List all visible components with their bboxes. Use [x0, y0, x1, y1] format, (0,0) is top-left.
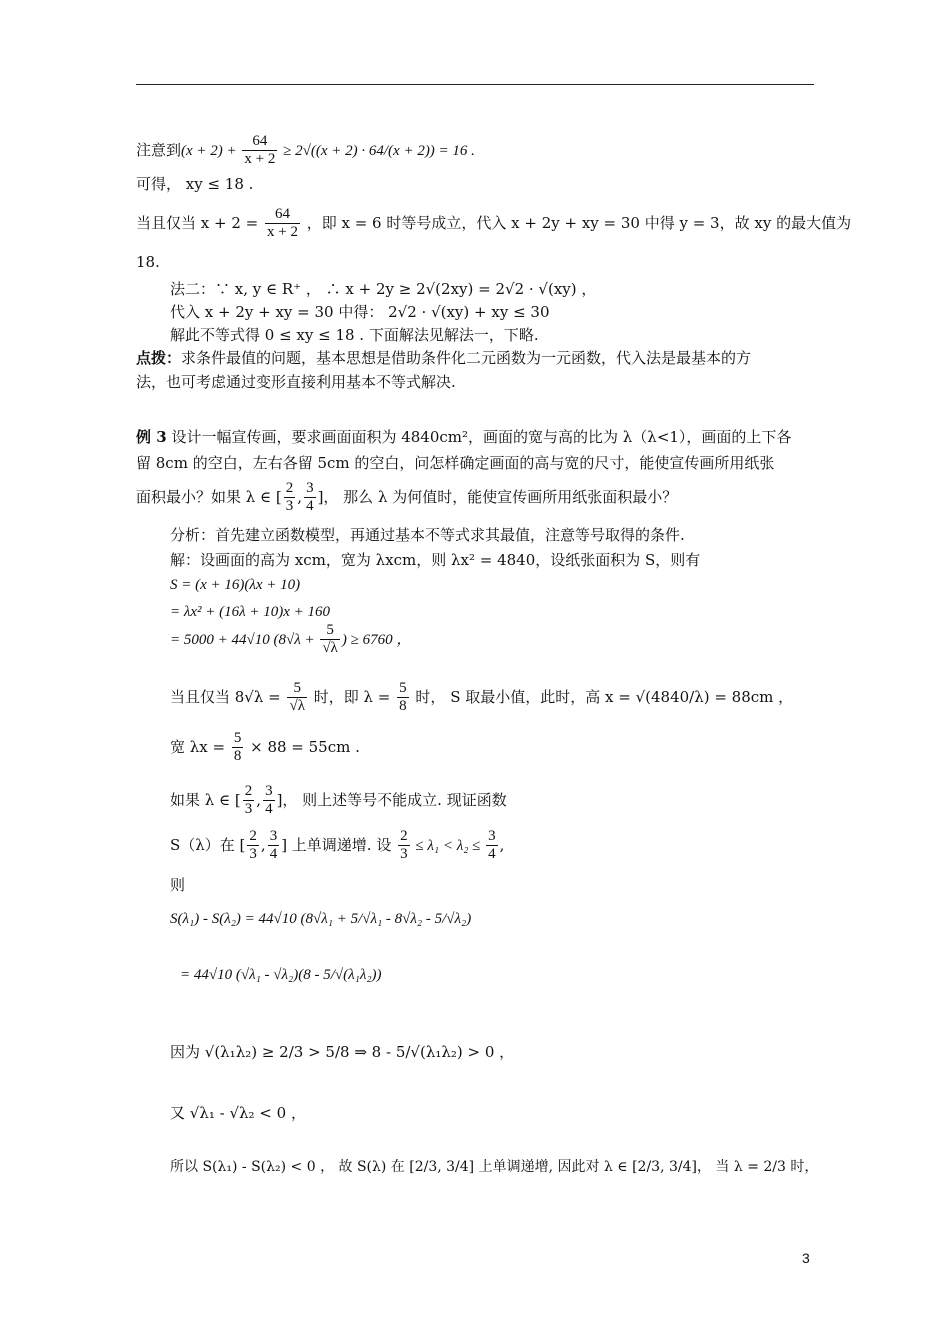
- fraction: $\frac{2}{3}$: [285, 480, 294, 515]
- solution-line-13: 因为 √(λ₁λ₂) ≥ 2/3 > 5/8 ⇒ 8 - 5/√(λ₁λ₂) > 0 ，: [170, 1043, 515, 1061]
- example-line-1: 例 3 设计一幅宣传画，要求画面面积为 4840cm²，画面的宽与高的比为 λ（λ<1），画面的上下各: [136, 428, 792, 446]
- solution-line-9: S（λ）在 [ $\frac{2}{3}$ , $\frac{3}{4}$ ] 上单调递增. 设 $\frac{2}{3}$ ≤ λ₁ < λ₂ ≤ $\frac{3}{4}$ ,: [170, 828, 505, 863]
- fraction: $\frac{3}{4}$: [488, 828, 496, 863]
- fraction: $\frac{3}{4}$: [306, 480, 314, 515]
- solution-line-1: 分析：首先建立函数模型，再通过基本不等式求其最值，注意等号取得的条件.: [170, 526, 685, 544]
- solution-line-2: 解：设画面的高为 xcm，宽为 λxcm，则 λx² = 4840，设纸张面积为 S，则有: [170, 551, 701, 569]
- text-line-8: 点拨：求条件最值的问题，基本思想是借助条件化二元函数为一元函数，代入法是最基本的方: [136, 349, 752, 367]
- fraction: $\frac{2}{3}$: [249, 828, 257, 863]
- text-line-5: 法二：∵ x, y ∈ R⁺ ， ∴ x + 2y ≥ 2√(2xy) = 2√2 · √(xy) ，: [170, 280, 597, 298]
- solution-line-8: 如果 λ ∈ [ $\frac{2}{3}$ , $\frac{3}{4}$ ]， 则上述等号不能成立. 现证函数: [170, 783, 507, 818]
- solution-line-15: 所以 S(λ₁) - S(λ₂) < 0 ， 故 S(λ) 在 [2/3, 3/4] 上单调递增, 因此对 λ ∈ [2/3, 3/4]， 当 λ = 2/3 时，: [170, 1159, 819, 1175]
- text-line-6: 代入 x + 2y + xy = 30 中得： 2√2 · √(xy) + xy ≤ 30: [170, 303, 550, 321]
- solution-line-5: = 5000 + 44√10 (8√λ + $\frac{5}{√\lambda}$ ) ≥ 6760 ，: [170, 622, 412, 657]
- example-line-2: 留 8cm 的空白，左右各留 5cm 的空白，问怎样确定画面的高与宽的尺寸，能使宣传画所用纸张: [136, 454, 775, 472]
- solution-line-10: 则: [170, 876, 186, 894]
- fraction: $\frac{2}{3}$: [244, 783, 253, 818]
- fraction: $\frac{5}{√\lambda}$: [289, 680, 305, 715]
- page-number: 3: [802, 1250, 810, 1266]
- solution-line-14: 又 √λ₁ - √λ₂ < 0 ，: [170, 1104, 306, 1122]
- solution-line-12: = 44√10 (√λ₁ - √λ₂)(8 - 5/√(λ₁λ₂)): [180, 967, 382, 983]
- text-line-9: 法，也可考虑通过变形直接利用基本不等式解决.: [136, 373, 456, 391]
- fraction: $\frac{5}{8}$: [233, 730, 242, 765]
- fraction: $\frac{5}{8}$: [399, 680, 407, 715]
- text-line-4: 18.: [136, 253, 160, 271]
- solution-line-3: S = (x + 16)(λx + 10): [170, 577, 301, 593]
- text-line-1: 注意到(x + 2) + $\frac{64}{x + 2}$ ≥ 2√((x + 2) · 64/(x + 2)) = 16 .: [136, 133, 475, 168]
- text-line-7: 解此不等式得 0 ≤ xy ≤ 18 . 下面解法见解法一，下略.: [170, 326, 539, 344]
- fraction: $\frac{64}{x + 2}$: [266, 206, 298, 241]
- fraction: $\frac{5}{√\lambda}$: [322, 622, 338, 657]
- text-line-3: 当且仅当 x + 2 = $\frac{64}{x + 2}$ ，即 x = 6 时等号成立，代入 x + 2y + xy = 30 中得 y = 3，故 xy 的最大值为: [136, 206, 852, 241]
- text-line-2: 可得， xy ≤ 18 .: [136, 175, 254, 193]
- header-rule: [136, 84, 814, 85]
- solution-line-7: 宽 λx = $\frac{5}{8}$ × 88 = 55cm .: [170, 730, 360, 765]
- fraction: $\frac{3}{4}$: [265, 783, 273, 818]
- example-line-3: 面积最小？如果 λ ∈ [ $\frac{2}{3}$ , $\frac{3}{4}$ ]， 那么 λ 为何值时，能使宣传画所用纸张面积最小？: [136, 480, 678, 515]
- fraction: $\frac{2}{3}$: [400, 828, 408, 863]
- fraction: $\frac{64}{x + 2}$: [244, 133, 276, 168]
- solution-line-6: 当且仅当 8√λ = $\frac{5}{√\lambda}$ 时，即 λ = $\frac{5}{8}$ 时， S 取最小值，此时，高 x = √(4840/λ) = 88cm ，: [170, 680, 794, 715]
- fraction: $\frac{3}{4}$: [269, 828, 278, 863]
- solution-line-4: = λx² + (16λ + 10)x + 160: [170, 604, 331, 620]
- solution-line-11: S(λ₁) - S(λ₂) = 44√10 (8√λ₁ + 5/√λ₁ - 8√λ₂ - 5/√λ₂): [170, 911, 472, 927]
